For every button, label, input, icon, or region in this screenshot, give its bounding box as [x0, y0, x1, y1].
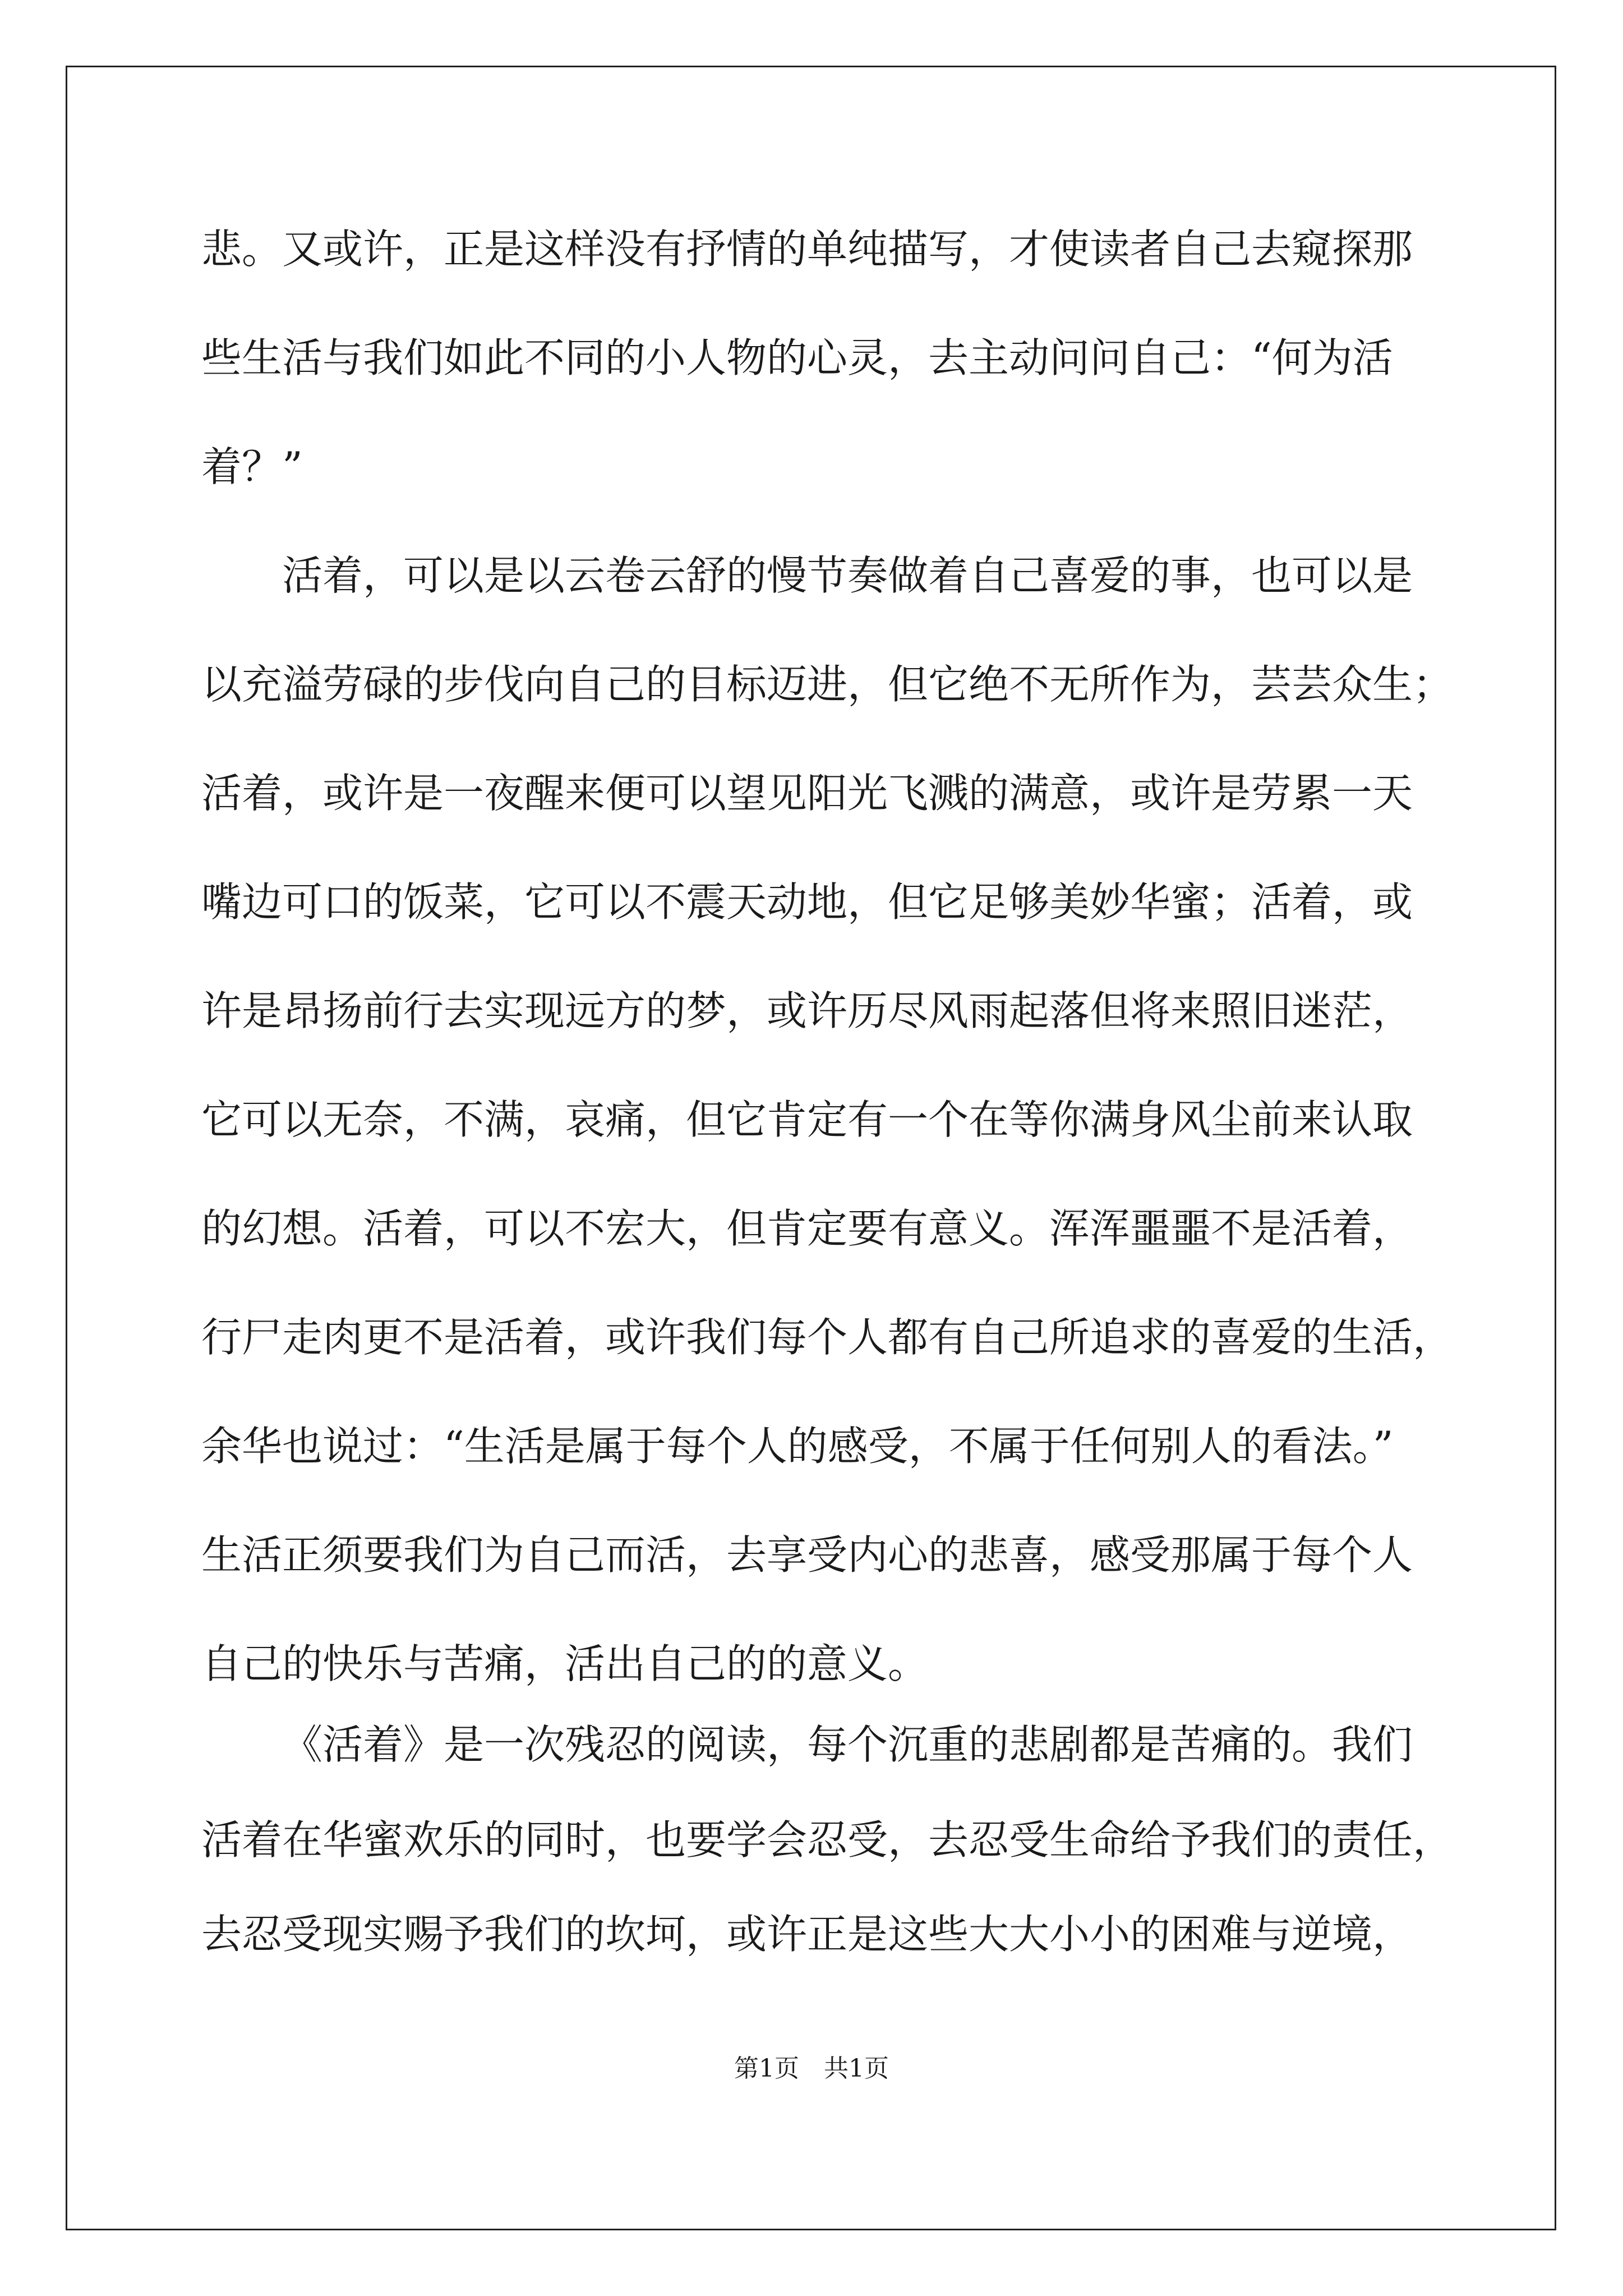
- text-line: 《活着》是一次残忍的阅读，每个沉重的悲剧都是苦痛的。我们: [282, 1721, 1413, 1768]
- text-line: 活着在华蜜欢乐的同时，也要学会忍受，去忍受生命给予我们的责任，: [201, 1816, 1454, 1864]
- text-line: 些生活与我们如此不同的小人物的心灵，去主动问问自己：“何为活: [201, 334, 1393, 381]
- page-footer: [0, 2052, 1623, 2086]
- page-number-total: 共1页: [824, 2054, 889, 2083]
- page-number-current: 第1页: [734, 2054, 799, 2083]
- text-line: 去忍受现实赐予我们的坎坷，或许正是这些大大小小的困难与逆境，: [201, 1911, 1413, 1958]
- text-line: 的幻想。活着，可以不宏大，但肯定要有意义。浑浑噩噩不是活着，: [201, 1205, 1413, 1252]
- text-line: 生活正须要我们为自己而活，去享受内心的悲喜，感受那属于每个人: [201, 1531, 1413, 1579]
- text-line: 它可以无奈，不满，哀痛，但它肯定有一个在等你满身风尘前来认取: [201, 1096, 1413, 1143]
- text-line: 悲。又或许，正是这样没有抒情的单纯描写，才使读者自己去窥探那: [201, 226, 1413, 273]
- text-line: 活着，或许是一夜醒来便可以望见阳光飞溅的满意，或许是劳累一天: [201, 770, 1413, 817]
- text-line: 着？”: [201, 443, 303, 490]
- text-line: 自己的快乐与苦痛，活出自己的的意义。: [201, 1640, 929, 1687]
- text-line: 许是昂扬前行去实现远方的梦，或许历尽风雨起落但将来照旧迷茫，: [201, 987, 1413, 1034]
- text-line: 以充溢劳碌的步伐向自己的目标迈进，但它绝不无所作为，芸芸众生；: [201, 661, 1454, 708]
- text-line: 嘴边可口的饭菜，它可以不震天动地，但它足够美妙华蜜；活着，或: [201, 878, 1413, 926]
- text-line: 活着，可以是以云卷云舒的慢节奏做着自己喜爱的事，也可以是: [282, 552, 1413, 599]
- text-line: 余华也说过：“生活是属于每个人的感受，不属于任何别人的看法。”: [201, 1423, 1394, 1470]
- text-line: 行尸走肉更不是活着，或许我们每个人都有自己所追求的喜爱的生活，: [201, 1314, 1454, 1361]
